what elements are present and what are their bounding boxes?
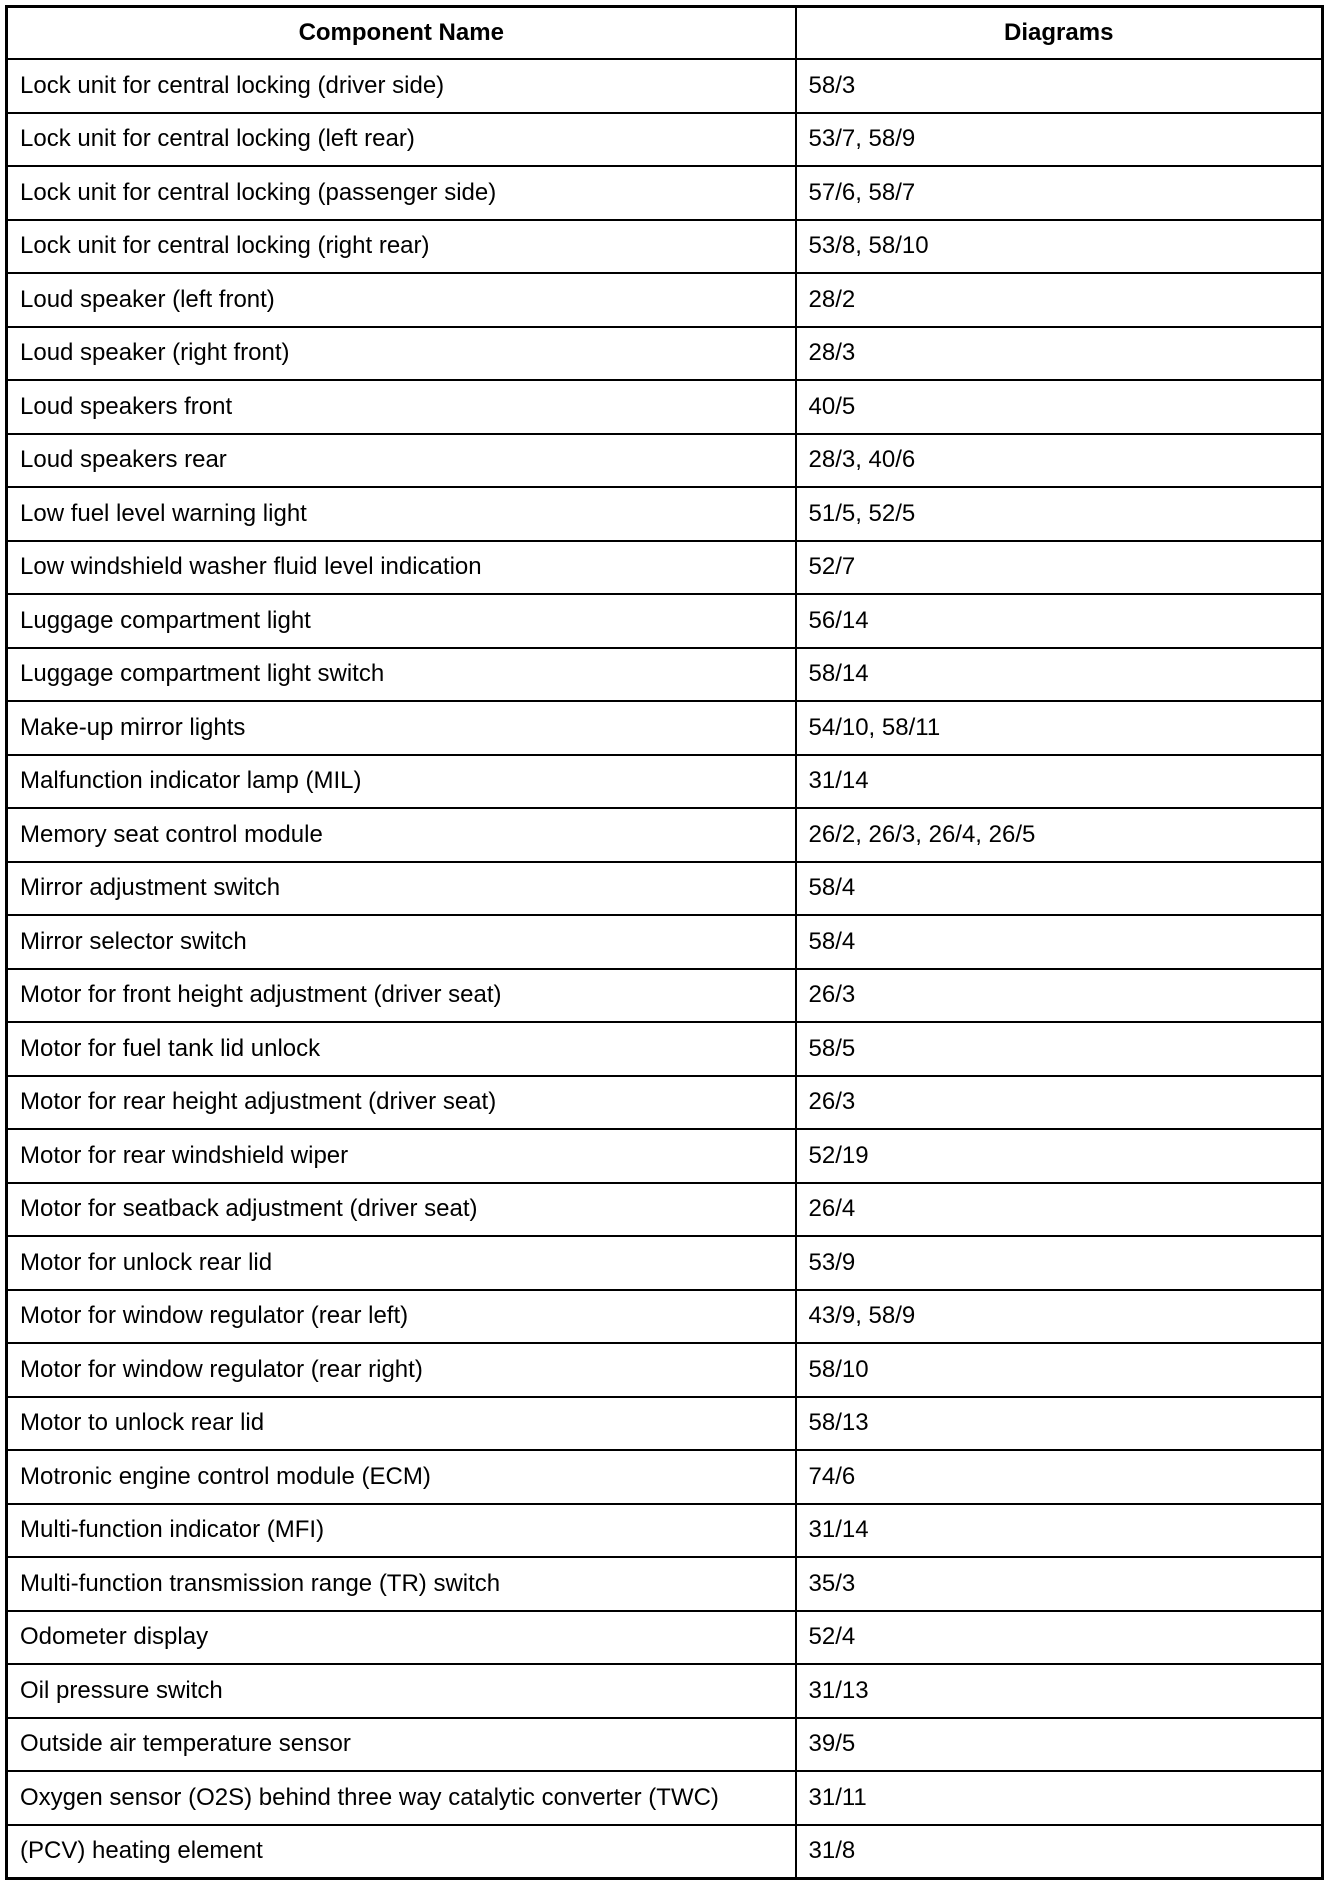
table-row [7, 594, 1323, 648]
diagrams-cell: 26/3 [796, 969, 1323, 1023]
diagrams-cell: 58/4 [796, 915, 1323, 969]
component-name-cell: Make-up mirror lights [7, 701, 796, 755]
diagrams-cell: 52/4 [796, 1611, 1323, 1665]
diagrams-cell: 40/5 [796, 380, 1323, 434]
table-row [7, 166, 1323, 220]
table-header-row [7, 7, 1323, 60]
table-row [7, 648, 1323, 702]
diagrams-cell: 31/11 [796, 1771, 1323, 1825]
component-name-cell: Motor for front height adjustment (driver seat) [7, 969, 796, 1023]
table-row [7, 862, 1323, 916]
component-name-cell: Lock unit for central locking (passenger side) [7, 166, 796, 220]
diagrams-cell: 74/6 [796, 1450, 1323, 1504]
diagrams-cell: 57/6, 58/7 [796, 166, 1323, 220]
table-body [7, 59, 1323, 1879]
table-row [7, 701, 1323, 755]
component-name-cell: Lock unit for central locking (left rear) [7, 113, 796, 167]
diagrams-cell: 53/8, 58/10 [796, 220, 1323, 274]
component-name-cell: Loud speakers rear [7, 434, 796, 488]
table-row [7, 380, 1323, 434]
table-row [7, 1236, 1323, 1290]
table-row [7, 1290, 1323, 1344]
table-row [7, 1022, 1323, 1076]
component-name-cell: Low fuel level warning light [7, 487, 796, 541]
diagrams-cell: 31/8 [796, 1825, 1323, 1879]
diagrams-cell: 56/14 [796, 594, 1323, 648]
diagrams-cell: 58/5 [796, 1022, 1323, 1076]
diagrams-cell: 31/14 [796, 1504, 1323, 1558]
table-row [7, 1611, 1323, 1665]
component-name-cell: Oxygen sensor (O2S) behind three way catalytic converter (TWC) [7, 1771, 796, 1825]
diagrams-cell: 31/14 [796, 755, 1323, 809]
component-name-cell: (PCV) heating element [7, 1825, 796, 1879]
diagrams-cell: 26/3 [796, 1076, 1323, 1130]
component-name-cell: Multi-function indicator (MFI) [7, 1504, 796, 1558]
table-row [7, 755, 1323, 809]
diagrams-cell: 52/7 [796, 541, 1323, 595]
table-row [7, 1450, 1323, 1504]
component-name-cell: Lock unit for central locking (right rear) [7, 220, 796, 274]
component-name-cell: Loud speakers front [7, 380, 796, 434]
component-name-cell: Motor for window regulator (rear left) [7, 1290, 796, 1344]
diagrams-cell: 58/3 [796, 59, 1323, 113]
table-row [7, 434, 1323, 488]
diagrams-cell: 28/3 [796, 327, 1323, 381]
component-name-cell: Memory seat control module [7, 808, 796, 862]
component-name-cell: Mirror adjustment switch [7, 862, 796, 916]
table-row [7, 1076, 1323, 1130]
diagrams-cell: 51/5, 52/5 [796, 487, 1323, 541]
component-name-cell: Oil pressure switch [7, 1664, 796, 1718]
diagrams-cell: 26/4 [796, 1183, 1323, 1237]
header-diagrams: Diagrams [796, 7, 1323, 60]
diagrams-cell: 58/10 [796, 1343, 1323, 1397]
table-row [7, 1504, 1323, 1558]
diagrams-cell: 28/3, 40/6 [796, 434, 1323, 488]
table-row [7, 1557, 1323, 1611]
header-component-name: Component Name [7, 7, 796, 60]
component-name-cell: Lock unit for central locking (driver side) [7, 59, 796, 113]
component-name-cell: Motor for rear windshield wiper [7, 1129, 796, 1183]
diagrams-cell: 54/10, 58/11 [796, 701, 1323, 755]
table-row [7, 273, 1323, 327]
table-row [7, 808, 1323, 862]
table-row [7, 1718, 1323, 1772]
component-name-cell: Odometer display [7, 1611, 796, 1665]
table-row [7, 915, 1323, 969]
table-row [7, 113, 1323, 167]
diagrams-cell: 39/5 [796, 1718, 1323, 1772]
table-row [7, 1129, 1323, 1183]
component-name-cell: Loud speaker (right front) [7, 327, 796, 381]
table-row [7, 1825, 1323, 1879]
table-row [7, 1397, 1323, 1451]
component-diagram-table [5, 5, 1324, 1880]
table-row [7, 969, 1323, 1023]
table-row [7, 59, 1323, 113]
component-name-cell: Motor for rear height adjustment (driver seat) [7, 1076, 796, 1130]
component-name-cell: Motor to unlock rear lid [7, 1397, 796, 1451]
diagrams-cell: 52/19 [796, 1129, 1323, 1183]
diagrams-cell: 43/9, 58/9 [796, 1290, 1323, 1344]
diagrams-cell: 31/13 [796, 1664, 1323, 1718]
component-table-container [5, 5, 1321, 1880]
diagrams-cell: 58/4 [796, 862, 1323, 916]
component-name-cell: Motor for fuel tank lid unlock [7, 1022, 796, 1076]
table-row [7, 327, 1323, 381]
diagrams-cell: 53/9 [796, 1236, 1323, 1290]
table-row [7, 1343, 1323, 1397]
diagrams-cell: 28/2 [796, 273, 1323, 327]
table-row [7, 541, 1323, 595]
table-row [7, 220, 1323, 274]
diagrams-cell: 35/3 [796, 1557, 1323, 1611]
diagrams-cell: 53/7, 58/9 [796, 113, 1323, 167]
diagrams-cell: 26/2, 26/3, 26/4, 26/5 [796, 808, 1323, 862]
component-name-cell: Loud speaker (left front) [7, 273, 796, 327]
component-name-cell: Luggage compartment light [7, 594, 796, 648]
table-row [7, 1664, 1323, 1718]
component-name-cell: Multi-function transmission range (TR) switch [7, 1557, 796, 1611]
component-name-cell: Motor for unlock rear lid [7, 1236, 796, 1290]
table-row [7, 487, 1323, 541]
component-name-cell: Motor for window regulator (rear right) [7, 1343, 796, 1397]
component-name-cell: Mirror selector switch [7, 915, 796, 969]
component-name-cell: Motronic engine control module (ECM) [7, 1450, 796, 1504]
component-name-cell: Luggage compartment light switch [7, 648, 796, 702]
component-name-cell: Outside air temperature sensor [7, 1718, 796, 1772]
component-name-cell: Low windshield washer fluid level indication [7, 541, 796, 595]
component-name-cell: Malfunction indicator lamp (MIL) [7, 755, 796, 809]
component-name-cell: Motor for seatback adjustment (driver seat) [7, 1183, 796, 1237]
table-row [7, 1183, 1323, 1237]
diagrams-cell: 58/13 [796, 1397, 1323, 1451]
diagrams-cell: 58/14 [796, 648, 1323, 702]
table-row [7, 1771, 1323, 1825]
